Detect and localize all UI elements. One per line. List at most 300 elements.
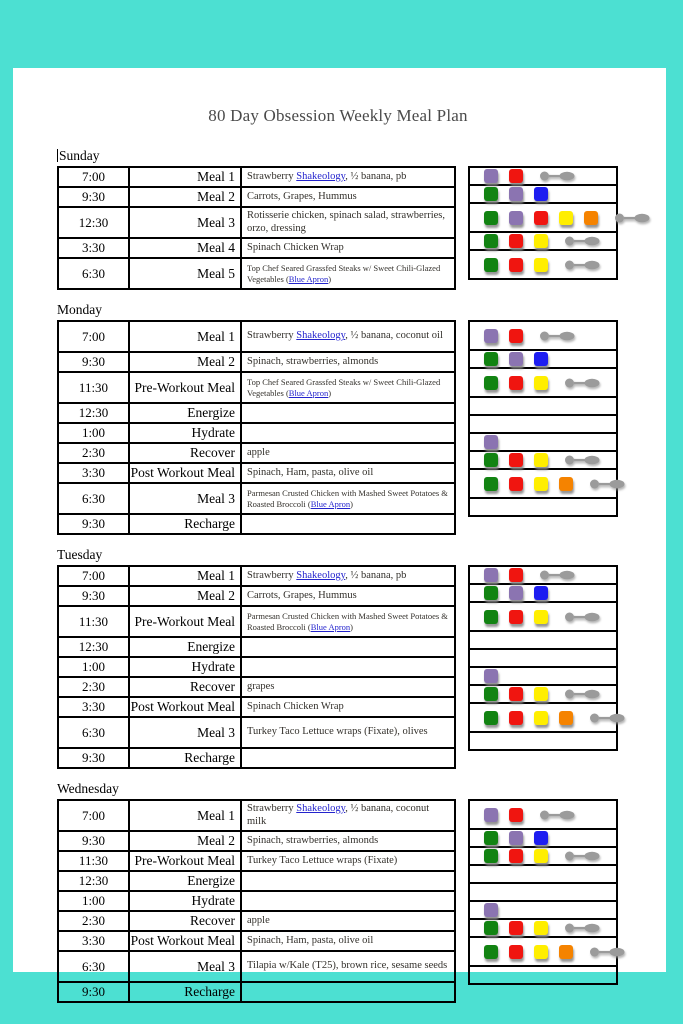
containers-cell	[469, 649, 617, 667]
orange-container-swatch	[559, 711, 573, 725]
spoon-icon	[564, 922, 600, 934]
yellow-container-swatch	[534, 687, 548, 701]
description-cell	[241, 566, 455, 586]
time-cell: 9:30	[58, 982, 129, 1002]
description-cell	[241, 637, 455, 657]
meal-type-cell: Recover	[129, 677, 241, 697]
day-tables	[57, 166, 666, 290]
time-cell: 9:30	[58, 748, 129, 768]
green-container-swatch	[484, 477, 498, 491]
container-row	[469, 433, 617, 451]
container-swatches	[484, 669, 616, 683]
meal-row	[58, 238, 455, 258]
meal-row	[58, 982, 455, 1002]
container-row	[469, 685, 617, 703]
description-text: Top Chef Seared Grassfed Steaks w/ Sweet Chili-Glazed Vegetables (	[247, 377, 441, 398]
containers-cell	[469, 433, 617, 451]
container-swatches	[484, 945, 616, 959]
description-cell	[241, 951, 455, 982]
container-row	[469, 901, 617, 919]
containers-cell	[469, 584, 617, 602]
description-text: , ½ banana, coconut milk	[247, 803, 430, 827]
day-tables	[57, 799, 666, 1003]
container-row	[469, 321, 617, 350]
time-cell: 12:30	[58, 637, 129, 657]
containers-cell	[469, 602, 617, 631]
description-cell	[241, 697, 455, 717]
description-text: Carrots, Grapes, Hummus	[247, 190, 357, 202]
description-cell	[241, 372, 455, 403]
container-swatches	[484, 376, 616, 390]
container-swatches	[484, 258, 616, 272]
description-cell	[241, 657, 455, 677]
time-cell: 11:30	[58, 372, 129, 403]
green-container-swatch	[484, 831, 498, 845]
container-swatches	[484, 211, 616, 225]
meal-row	[58, 697, 455, 717]
yellow-container-swatch	[534, 945, 548, 959]
meal-type-cell: Meal 3	[129, 951, 241, 982]
meal-type-cell: Meal 3	[129, 483, 241, 514]
container-swatches	[484, 352, 616, 366]
containers-cell	[469, 901, 617, 919]
description-text: )	[328, 387, 332, 398]
container-row	[469, 649, 617, 667]
containers-cell	[469, 703, 617, 732]
green-container-swatch	[484, 849, 498, 863]
container-row	[469, 732, 617, 750]
description-text: , ½ banana, pb	[345, 569, 407, 581]
meal-type-cell: Hydrate	[129, 657, 241, 677]
red-container-swatch	[534, 211, 548, 225]
description-text: apple	[247, 446, 270, 458]
description-cell	[241, 258, 455, 289]
time-cell: 2:30	[58, 443, 129, 463]
containers-cell	[469, 498, 617, 516]
meal-type-cell: Pre-Workout Meal	[129, 372, 241, 403]
container-row	[469, 250, 617, 279]
description-cell	[241, 483, 455, 514]
meal-row	[58, 403, 455, 423]
meal-type-cell: Recharge	[129, 748, 241, 768]
red-container-swatch	[509, 687, 523, 701]
green-container-swatch	[484, 610, 498, 624]
day-name: Tuesday	[57, 547, 103, 562]
time-cell: 9:30	[58, 831, 129, 851]
red-container-swatch	[509, 711, 523, 725]
container-swatches	[484, 234, 616, 248]
container-row	[469, 415, 617, 433]
time-cell: 7:00	[58, 167, 129, 187]
day-section	[57, 302, 666, 535]
yellow-container-swatch	[559, 211, 573, 225]
green-container-swatch	[484, 211, 498, 225]
container-row	[469, 667, 617, 685]
meal-row	[58, 443, 455, 463]
purple-container-swatch	[509, 187, 523, 201]
description-text: Spinach Chicken Wrap	[247, 700, 344, 712]
container-row	[469, 469, 617, 498]
meal-type-cell: Energize	[129, 637, 241, 657]
red-container-swatch	[509, 945, 523, 959]
shakeology-link[interactable]: Shakeology	[296, 569, 346, 581]
meal-row	[58, 657, 455, 677]
time-cell: 1:00	[58, 657, 129, 677]
description-text: grapes	[247, 680, 275, 692]
red-container-swatch	[509, 376, 523, 390]
yellow-container-swatch	[534, 610, 548, 624]
description-cell	[241, 403, 455, 423]
meal-type-cell: Recover	[129, 911, 241, 931]
container-row	[469, 397, 617, 415]
meal-type-cell: Energize	[129, 403, 241, 423]
description-text: Spinach, strawberries, almonds	[247, 355, 379, 367]
meal-row	[58, 851, 455, 871]
container-swatches	[484, 687, 616, 701]
containers-cell	[469, 631, 617, 649]
container-row	[469, 937, 617, 966]
meal-row	[58, 586, 455, 606]
meal-row	[58, 748, 455, 768]
meal-row	[58, 911, 455, 931]
time-cell: 3:30	[58, 697, 129, 717]
red-container-swatch	[509, 610, 523, 624]
day-schedule-table	[57, 320, 456, 535]
description-text: Strawberry	[247, 803, 297, 815]
description-cell	[241, 207, 455, 238]
day-schedule-table	[57, 799, 456, 1003]
meal-row	[58, 951, 455, 982]
description-text: )	[328, 273, 332, 284]
spoon-icon	[539, 330, 575, 342]
containers-cell	[469, 415, 617, 433]
time-cell: 2:30	[58, 677, 129, 697]
containers-cell	[469, 203, 617, 232]
meal-type-cell: Meal 1	[129, 800, 241, 831]
time-cell: 7:00	[58, 566, 129, 586]
containers-cell	[469, 321, 617, 350]
yellow-container-swatch	[534, 234, 548, 248]
red-container-swatch	[509, 568, 523, 582]
meal-type-cell: Post Workout Meal	[129, 697, 241, 717]
container-row	[469, 847, 617, 865]
purple-container-swatch	[484, 568, 498, 582]
purple-container-swatch	[509, 211, 523, 225]
description-text: Parmesan Crusted Chicken with Mashed Sweet Potatoes & Roasted Broccoli (	[247, 611, 448, 632]
day-section	[57, 781, 666, 1003]
day-heading	[57, 781, 666, 797]
meal-row	[58, 321, 455, 352]
day-name: Monday	[57, 302, 102, 317]
containers-table	[468, 565, 618, 751]
blue-apron-link[interactable]: Blue Apron	[288, 273, 329, 284]
container-row	[469, 602, 617, 631]
green-container-swatch	[484, 586, 498, 600]
green-container-swatch	[484, 234, 498, 248]
container-swatches	[484, 568, 616, 582]
description-cell	[241, 748, 455, 768]
container-swatches	[484, 187, 616, 201]
description-cell	[241, 717, 455, 748]
blue-container-swatch	[534, 187, 548, 201]
description-cell	[241, 606, 455, 637]
containers-cell	[469, 847, 617, 865]
container-row	[469, 631, 617, 649]
containers-table	[468, 320, 618, 517]
purple-container-swatch	[484, 669, 498, 683]
time-cell: 6:30	[58, 258, 129, 289]
container-swatches	[484, 903, 616, 917]
meal-row	[58, 352, 455, 372]
container-swatches	[484, 435, 616, 449]
containers-cell	[469, 185, 617, 203]
meal-type-cell: Recharge	[129, 982, 241, 1002]
description-text: Spinach, Ham, pasta, olive oil	[247, 934, 374, 946]
spoon-icon	[564, 850, 600, 862]
container-row	[469, 829, 617, 847]
day-schedule-table	[57, 565, 456, 769]
containers-cell	[469, 397, 617, 415]
container-row	[469, 350, 617, 368]
page-title: 80 Day Obsession Weekly Meal Plan	[208, 106, 468, 125]
container-row	[469, 865, 617, 883]
description-text: Strawberry	[247, 330, 297, 342]
containers-cell	[469, 919, 617, 937]
container-row	[469, 566, 617, 584]
description-cell	[241, 831, 455, 851]
container-row	[469, 451, 617, 469]
containers-cell	[469, 685, 617, 703]
time-cell: 9:30	[58, 352, 129, 372]
shakeology-link[interactable]: Shakeology	[296, 803, 346, 815]
red-container-swatch	[509, 849, 523, 863]
green-container-swatch	[484, 258, 498, 272]
red-container-swatch	[509, 921, 523, 935]
day-name: Wednesday	[57, 781, 119, 796]
container-swatches	[484, 169, 616, 183]
spoon-icon	[589, 946, 625, 958]
description-text: )	[350, 498, 354, 509]
red-container-swatch	[509, 808, 523, 822]
green-container-swatch	[484, 945, 498, 959]
spoon-icon	[539, 809, 575, 821]
containers-cell	[469, 800, 617, 829]
green-container-swatch	[484, 376, 498, 390]
spoon-icon	[614, 212, 650, 224]
containers-cell	[469, 368, 617, 397]
description-cell	[241, 443, 455, 463]
time-cell: 7:00	[58, 321, 129, 352]
spoon-icon	[564, 454, 600, 466]
yellow-container-swatch	[534, 453, 548, 467]
container-swatches	[484, 849, 616, 863]
time-cell: 3:30	[58, 931, 129, 951]
container-row	[469, 232, 617, 250]
containers-cell	[469, 883, 617, 901]
meal-type-cell: Post Workout Meal	[129, 463, 241, 483]
description-text: Turkey Taco Lettuce wraps (Fixate)	[247, 854, 398, 866]
container-swatches	[484, 808, 616, 822]
description-cell	[241, 871, 455, 891]
meal-row	[58, 871, 455, 891]
time-cell: 12:30	[58, 207, 129, 238]
containers-cell	[469, 451, 617, 469]
blue-container-swatch	[534, 352, 548, 366]
text-cursor	[57, 149, 58, 162]
containers-cell	[469, 350, 617, 368]
red-container-swatch	[509, 453, 523, 467]
description-cell	[241, 321, 455, 352]
meal-row	[58, 187, 455, 207]
description-cell	[241, 982, 455, 1002]
description-cell	[241, 238, 455, 258]
description-cell	[241, 514, 455, 534]
purple-container-swatch	[509, 831, 523, 845]
description-text: apple	[247, 914, 270, 926]
containers-cell	[469, 566, 617, 584]
document-page	[13, 68, 666, 999]
green-container-swatch	[484, 453, 498, 467]
description-cell	[241, 931, 455, 951]
time-cell: 9:30	[58, 187, 129, 207]
meal-type-cell: Post Workout Meal	[129, 931, 241, 951]
container-swatches	[484, 477, 616, 491]
spoon-icon	[589, 478, 625, 490]
day-heading	[57, 547, 666, 563]
description-text: Carrots, Grapes, Hummus	[247, 589, 357, 601]
orange-container-swatch	[559, 945, 573, 959]
purple-container-swatch	[509, 586, 523, 600]
container-row	[469, 185, 617, 203]
container-swatches	[484, 586, 616, 600]
meal-row	[58, 566, 455, 586]
meal-row	[58, 372, 455, 403]
container-swatches	[484, 610, 616, 624]
green-container-swatch	[484, 352, 498, 366]
containers-cell	[469, 469, 617, 498]
time-cell: 9:30	[58, 514, 129, 534]
meal-row	[58, 463, 455, 483]
spoon-icon	[539, 170, 575, 182]
time-cell: 11:30	[58, 851, 129, 871]
time-cell: 3:30	[58, 463, 129, 483]
red-container-swatch	[509, 477, 523, 491]
day-tables	[57, 565, 666, 769]
description-cell	[241, 911, 455, 931]
time-cell: 6:30	[58, 717, 129, 748]
meal-row	[58, 606, 455, 637]
shakeology-link[interactable]: Shakeology	[296, 170, 346, 182]
containers-table	[468, 166, 618, 280]
description-text: )	[350, 621, 354, 632]
blue-container-swatch	[534, 831, 548, 845]
description-cell	[241, 891, 455, 911]
meal-type-cell: Meal 2	[129, 352, 241, 372]
time-cell: 9:30	[58, 586, 129, 606]
container-row	[469, 203, 617, 232]
time-cell: 3:30	[58, 238, 129, 258]
containers-cell	[469, 250, 617, 279]
container-row	[469, 584, 617, 602]
meal-type-cell: Meal 3	[129, 717, 241, 748]
description-cell	[241, 463, 455, 483]
container-swatches	[484, 329, 616, 343]
meal-row	[58, 637, 455, 657]
day-section	[57, 148, 666, 290]
meal-type-cell: Pre-Workout Meal	[129, 851, 241, 871]
spoon-icon	[564, 688, 600, 700]
description-text: Parmesan Crusted Chicken with Mashed Sweet Potatoes & Roasted Broccoli (	[247, 488, 448, 509]
spoon-icon	[564, 259, 600, 271]
purple-container-swatch	[484, 169, 498, 183]
container-row	[469, 167, 617, 185]
container-row	[469, 368, 617, 397]
containers-cell	[469, 667, 617, 685]
meal-type-cell: Energize	[129, 871, 241, 891]
description-text: , ½ banana, coconut oil	[345, 330, 443, 342]
meal-type-cell: Meal 1	[129, 321, 241, 352]
red-container-swatch	[509, 258, 523, 272]
meal-row	[58, 800, 455, 831]
containers-cell	[469, 937, 617, 966]
time-cell: 6:30	[58, 483, 129, 514]
description-cell	[241, 423, 455, 443]
meal-type-cell: Meal 2	[129, 586, 241, 606]
container-row	[469, 703, 617, 732]
description-text: Turkey Taco Lettuce wraps (Fixate), olives	[247, 726, 428, 738]
yellow-container-swatch	[534, 849, 548, 863]
red-container-swatch	[509, 169, 523, 183]
time-cell: 1:00	[58, 423, 129, 443]
blue-apron-link[interactable]: Blue Apron	[310, 498, 351, 509]
container-row	[469, 919, 617, 937]
purple-container-swatch	[484, 329, 498, 343]
yellow-container-swatch	[534, 376, 548, 390]
meal-type-cell: Pre-Workout Meal	[129, 606, 241, 637]
container-swatches	[484, 921, 616, 935]
containers-cell	[469, 167, 617, 185]
blue-apron-link[interactable]: Blue Apron	[310, 621, 351, 632]
container-swatches	[484, 831, 616, 845]
time-cell: 12:30	[58, 403, 129, 423]
container-swatches	[484, 453, 616, 467]
meal-type-cell: Meal 5	[129, 258, 241, 289]
meal-type-cell: Meal 4	[129, 238, 241, 258]
blue-apron-link[interactable]: Blue Apron	[288, 387, 329, 398]
purple-container-swatch	[484, 903, 498, 917]
meal-row	[58, 717, 455, 748]
description-text: Spinach, Ham, pasta, olive oil	[247, 466, 374, 478]
time-cell: 7:00	[58, 800, 129, 831]
meal-row	[58, 207, 455, 238]
description-cell	[241, 851, 455, 871]
meal-type-cell: Recover	[129, 443, 241, 463]
meal-row	[58, 423, 455, 443]
meal-row	[58, 258, 455, 289]
day-section	[57, 547, 666, 769]
shakeology-link[interactable]: Shakeology	[296, 330, 346, 342]
red-container-swatch	[509, 329, 523, 343]
description-cell	[241, 586, 455, 606]
meal-type-cell: Meal 2	[129, 831, 241, 851]
containers-cell	[469, 865, 617, 883]
yellow-container-swatch	[534, 258, 548, 272]
description-text: Top Chef Seared Grassfed Steaks w/ Sweet Chili-Glazed Vegetables (	[247, 263, 441, 284]
green-container-swatch	[484, 711, 498, 725]
green-container-swatch	[484, 187, 498, 201]
container-row	[469, 800, 617, 829]
meal-plan-content	[57, 148, 666, 1003]
